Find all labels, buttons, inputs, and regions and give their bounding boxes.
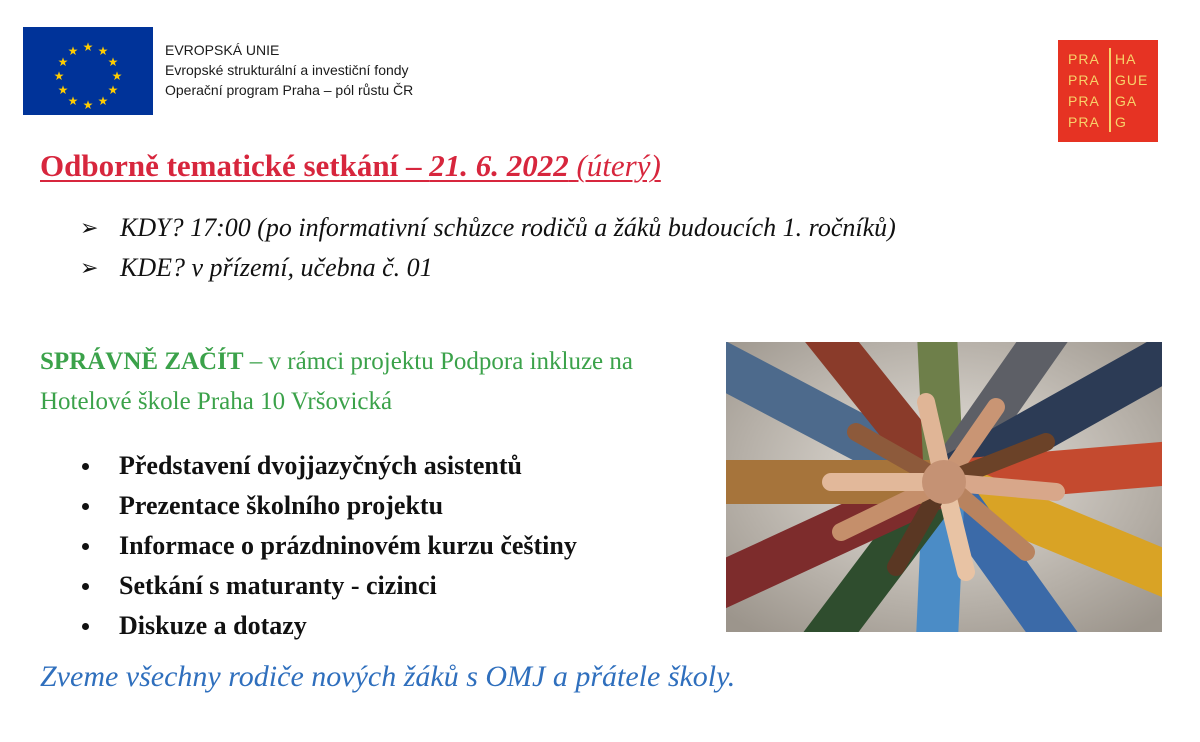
event-headline (40, 148, 661, 184)
praha-logo-text: GA (1115, 93, 1138, 109)
praha-logo-text: GUE (1115, 72, 1149, 88)
praha-logo-text: HA (1115, 51, 1137, 67)
headline-date: 21. 6. 2022 (429, 148, 569, 183)
agenda-item (82, 486, 577, 526)
svg-text:★: ★ (57, 83, 69, 97)
arrow-bullet-icon: ➢ (80, 255, 99, 280)
info-row-when (80, 208, 896, 248)
agenda-item-text: Prezentace školního projektu (119, 491, 444, 520)
project-description: – v rámci projektu Podpora inkluze na Hotelové škole Praha 10 Vršovická (40, 348, 633, 415)
info-row-where (80, 248, 896, 288)
agenda-item-text: Informace o prázdninovém kurzu češtiny (119, 531, 577, 560)
praha-logo-right-column (1115, 49, 1148, 133)
headline-day: (úterý) (576, 148, 661, 183)
bullet-dot-icon (82, 623, 89, 630)
agenda-item (82, 606, 577, 646)
project-name: SPRÁVNĚ ZAČÍT (40, 348, 244, 375)
svg-text:★: ★ (97, 94, 109, 108)
hands-circle-illustration (726, 342, 1162, 632)
praha-logo-text: PRA (1068, 72, 1100, 88)
eu-caption (165, 40, 413, 100)
agenda-item-text: Diskuze a dotazy (119, 611, 307, 640)
project-intro (40, 342, 680, 422)
arrow-bullet-icon: ➢ (80, 215, 99, 240)
svg-text:★: ★ (107, 83, 119, 97)
praha-logo-text: PRA (1068, 51, 1100, 67)
agenda-item (82, 566, 577, 606)
headline-title: Odborně tematické setkání – (40, 148, 430, 183)
svg-text:★: ★ (57, 55, 69, 69)
hands-together-photo (726, 342, 1162, 632)
svg-text:★: ★ (82, 40, 94, 54)
agenda-item-text: Představení dvojjazyčných asistentů (119, 451, 522, 480)
svg-text:★: ★ (82, 98, 94, 112)
agenda-list (82, 446, 577, 646)
bullet-dot-icon (82, 543, 89, 550)
praha-logo-text: G (1115, 114, 1127, 130)
svg-text:★: ★ (53, 69, 65, 83)
bullet-dot-icon (82, 463, 89, 470)
svg-text:★: ★ (111, 69, 123, 83)
praha-logo (1058, 40, 1158, 142)
agenda-item-text: Setkání s maturanty - cizinci (119, 571, 437, 600)
agenda-item (82, 446, 577, 486)
bullet-dot-icon (82, 583, 89, 590)
praha-logo-text: PRA (1068, 114, 1100, 130)
praha-logo-text: PRA (1068, 93, 1100, 109)
svg-text:★: ★ (107, 55, 119, 69)
event-info-list (80, 208, 896, 288)
info-when-text: KDY? 17:00 (po informativní schůzce rodičů a žáků budoucích 1. ročníků) (120, 213, 896, 242)
eu-stars-icon (23, 27, 153, 115)
bullet-dot-icon (82, 503, 89, 510)
agenda-item (82, 526, 577, 566)
eu-caption-line-2: Evropské strukturální a investiční fondy (165, 62, 409, 78)
svg-text:★: ★ (67, 44, 79, 58)
invitation-text: Zveme všechny rodiče nových žáků s OMJ a přátele školy. (40, 660, 736, 693)
eu-caption-line-3: Operační program Praha – pól růstu ČR (165, 82, 414, 98)
svg-text:★: ★ (97, 44, 109, 58)
svg-text:★: ★ (67, 94, 79, 108)
praha-logo-left-column (1068, 49, 1100, 133)
praha-logo-divider (1109, 48, 1111, 132)
eu-caption-line-1: EVROPSKÁ UNIE (165, 42, 280, 58)
eu-flag-logo (23, 27, 153, 115)
info-where-text: KDE? v přízemí, učebna č. 01 (120, 253, 433, 282)
